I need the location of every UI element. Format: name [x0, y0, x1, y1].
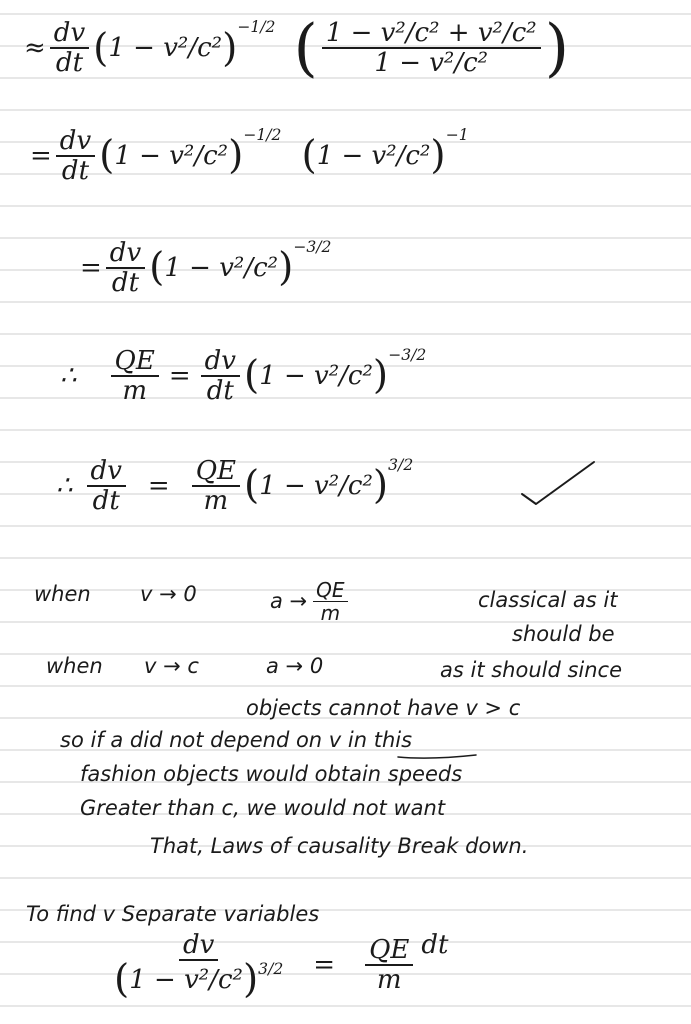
therefore-sign: ∴	[56, 471, 73, 501]
equation-line-3: = $\frac{dv}{dt}$ ( 1 − v²/c² ) $^{-3/2}$	[80, 238, 332, 298]
note-line-3: objects cannot have v > c	[246, 696, 521, 720]
note-comment: as it should since	[440, 658, 623, 682]
fraction-qe-m: $\frac{QE}{m}$	[111, 348, 159, 404]
fraction-dv-dt: $\frac{dv}{dt}$	[87, 458, 126, 514]
note-line-6: Greater than c, we would not want	[80, 796, 446, 820]
note-when-v-zero: when	[34, 582, 91, 606]
note-condition: v → c	[144, 654, 199, 678]
fraction-qe-m: $\frac{QE}{m}$	[192, 458, 240, 514]
fraction-bracket: $\frac{\text{1 − v²/c² + v²/c²}}{\text{1 − v²/c²}}$	[322, 20, 541, 76]
note-when-v-c: when	[46, 654, 103, 678]
fraction-dv-dt: $\frac{dv}{dt}$	[106, 240, 145, 296]
equation-line-2: = $\frac{dv}{dt}$ ( 1 − v²/c² ) $^{-1/2}$ ( 1 − v²/c² ) $^{-1}$	[30, 126, 469, 186]
fraction-qe-m: $\frac{QE}{m}$	[313, 580, 347, 623]
note-line-7: That, Laws of causality Break down.	[150, 834, 529, 858]
approx-sign: ≈	[24, 33, 46, 64]
checkmark-icon	[522, 462, 594, 504]
equation-line-6: dv ( 1 − v²/c² ) $^{3/2}$ = $\frac{QE}{m}$ dt	[114, 930, 449, 1002]
exponent: −1/2	[237, 18, 276, 36]
note-line-5: fashion objects would obtain speeds	[80, 762, 463, 786]
note-line-8: To find v Separate variables	[26, 902, 320, 926]
equation-line-5: ∴ $\frac{dv}{dt}$ = $\frac{QE}{m}$ ( 1 − v²/c² ) $^{3/2}$	[56, 456, 414, 516]
note-comment-cont: should be	[512, 622, 615, 646]
fraction-dv-dt: $\frac{dv}{dt}$	[201, 348, 240, 404]
equation-line-4: ∴ $\frac{QE}{m}$ = $\frac{dv}{dt}$ ( 1 − v²/c² ) $^{-3/2}$	[60, 346, 427, 406]
factor-one-minus: 1 − v²/c²	[108, 33, 223, 64]
underline-depend	[398, 755, 476, 758]
therefore-sign: ∴	[60, 361, 77, 391]
note-a-limit: a → $\frac{QE}{m}$	[270, 580, 352, 623]
equation-line-1: ≈ $\frac{dv}{dt}$ ( 1 − v²/c² ) $^{-1/2}$ ( $\frac{\text{1 − v²/c² + v²/c²}}{\text{1 − v²/c²}}$ )	[24, 11, 570, 84]
note-comment: classical as it	[478, 588, 618, 612]
note-condition: v → 0	[140, 582, 197, 606]
note-result: a → 0	[266, 654, 324, 678]
equals-sign: =	[80, 253, 102, 283]
fraction-dv-dt: $\frac{dv}{dt}$	[50, 20, 89, 76]
fraction-qe-m: $\frac{QE}{m}$	[365, 937, 413, 993]
fraction-dv-denominator: dv ( 1 − v²/c² ) $^{3/2}$	[114, 930, 284, 1002]
equals-sign: =	[30, 141, 52, 171]
fraction-dv-dt: $\frac{dv}{dt}$	[56, 128, 95, 184]
note-line-4: so if a did not depend on v in this	[60, 728, 413, 752]
